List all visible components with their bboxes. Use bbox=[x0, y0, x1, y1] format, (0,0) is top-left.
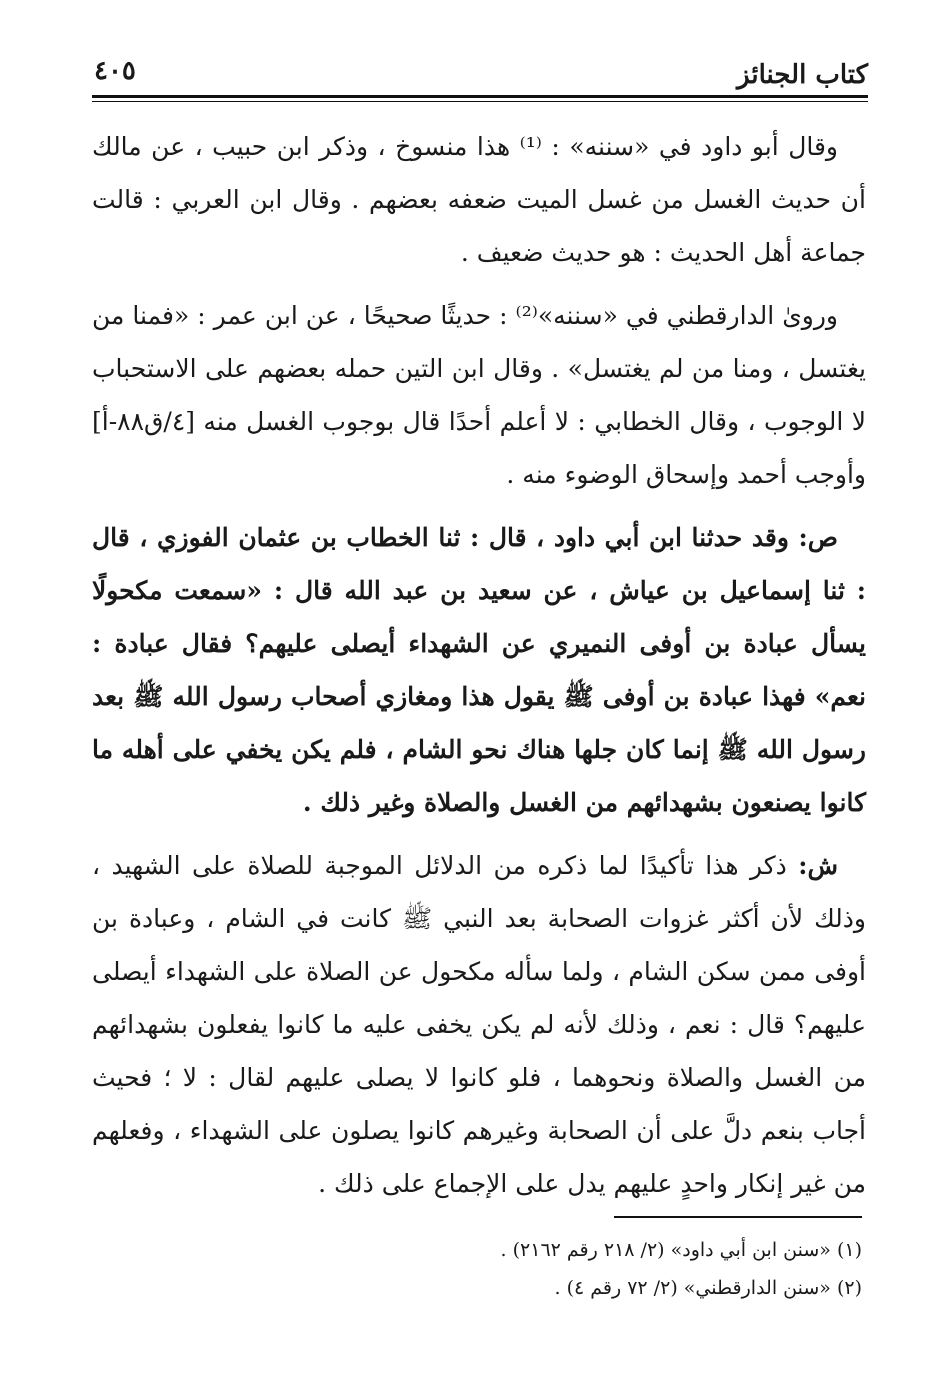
header-rule-thick bbox=[92, 95, 868, 98]
footnotes bbox=[162, 1232, 862, 1308]
paragraph-3-hadith: ص: وقد حدثنا ابن أبي داود ، قال : ثنا الخطاب بن عثمان الفوزي ، قال : ثنا إسماعيل بن عياش ، عن سعيد بن عبد الله قال : «سمعت مكحولًا يسأل عبادة بن أوفى النميري عن الشهداء أيصلى عليهم؟ فقال عبادة : نعم» فهذا عبادة بن أوفى ﷺ يقول هذا ومغازي أصحاب رسول الله ﷺ بعد رسول الله ﷺ إنما كان جلها هناك نحو الشام ، فلم يكن يخفي على أهله ما كانوا يصنعون بشهدائهم من الغسل والصلاة وغير ذلك . bbox=[92, 523, 866, 817]
page-number: ٤٠٥ bbox=[94, 56, 136, 86]
paragraph-1: وقال أبو داود في «سننه» : ⁽¹⁾ هذا منسوخ ، وذكر ابن حبيب ، عن مالك أن حديث الغسل من غسل الميت ضعفه بعضهم . وقال ابن العربي : قالت جماعة أهل الحديث : هو حديث ضعيف . bbox=[92, 132, 866, 267]
paragraph-2: وروىٰ الدارقطني في «سننه»⁽²⁾ : حديثًا صحيحًا ، عن ابن عمر : «فمنا من يغتسل ، ومنا من لم يغتسل» . وقال ابن التين حمله بعضهم على الاستحباب لا الوجوب ، وقال الخطابي : لا أعلم أحدًا قال بوجوب الغسل منه [٤/ق٨٨-أ] وأوجب أحمد وإسحاق الوضوء منه . bbox=[92, 301, 866, 489]
footnote-2: (٢) «سنن الدارقطني» (٢/ ٧٢ رقم ٤) . bbox=[554, 1277, 862, 1299]
footnote-separator bbox=[614, 1216, 862, 1218]
page-header bbox=[88, 52, 868, 98]
running-title: كتاب الجنائز bbox=[737, 60, 868, 90]
commentary-marker: ش: bbox=[798, 851, 839, 880]
header-rule-thin bbox=[92, 101, 868, 102]
main-text bbox=[92, 120, 866, 1220]
paragraph-4-commentary bbox=[92, 839, 866, 1210]
footnote-1: (١) «سنن ابن أبي داود» (٢/ ٢١٨ رقم ٢١٦٢) . bbox=[500, 1239, 862, 1261]
commentary-text: ذكر هذا تأكيدًا لما ذكره من الدلائل الموجبة للصلاة على الشهيد ، وذلك لأن أكثر غزوات الصحابة بعد النبي ﷺ كانت في الشام ، وعبادة بن أوفى ممن سكن الشام ، ولما سأله مكحول عن الصلاة على الشهداء أيصلى عليهم؟ قال : نعم ، وذلك لأنه لم يكن يخفى عليه ما كانوا يفعلون بشهدائهم من الغسل والصلاة ونحوهما ، فلو كانوا لا يصلى عليهم لقال : لا ؛ فحيث أجاب بنعم دلَّ على أن الصحابة وغيرهم كانوا يصلون على الشهداء ، وفعلهم من غير إنكار واحدٍ عليهم يدل على الإجماع على ذلك . bbox=[92, 851, 866, 1198]
